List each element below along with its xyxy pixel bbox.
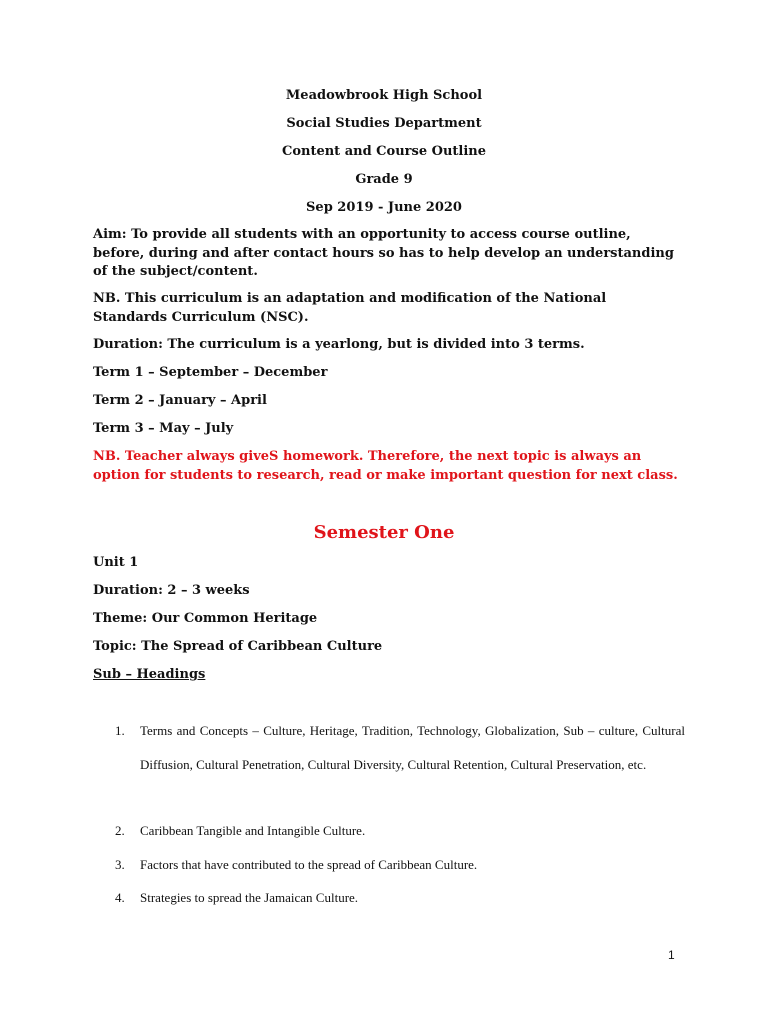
unit-topic: Topic: The Spread of Caribbean Culture [93,639,383,654]
term-1: Term 1 – September – December [93,365,328,380]
term-3: Term 3 – May – July [93,421,234,436]
unit-duration: Duration: 2 – 3 weeks [93,583,250,598]
term-2: Term 2 – January – April [93,393,267,408]
semester-title: Semester One [313,522,455,543]
nb-homework-paragraph: NB. Teacher always giveS homework. Therefore, the next topic is always an option for students to research, read or make important question for next class. [93,449,678,483]
unit-label: Unit 1 [93,555,139,570]
list-number: 3. [115,857,125,872]
document-title: Content and Course Outline [281,144,487,159]
department-name: Social Studies Department [286,116,482,131]
aim-paragraph: Aim: To provide all students with an opportunity to access course outline, before, during and after contact hours so has to help develop an understanding of the subject/content. [93,227,674,279]
list-text: Factors that have contributed to the spread of Caribbean Culture. [140,857,478,872]
list-text: Terms and Concepts – Culture, Heritage, Tradition, Technology, Globalization, Sub – culture, Cultural Diffusion, Cultural Penetration, Cultural Diversity, Cultural Retention, Cultural Preservation, etc. [140,723,685,772]
list-text: Strategies to spread the Jamaican Culture. [140,890,359,905]
list-text: Caribbean Tangible and Intangible Culture. [140,823,366,838]
subheadings-label: Sub – Headings [93,667,206,682]
nb-curriculum-paragraph: NB. This curriculum is an adaptation and modification of the National Standards Curriculum (NSC). [93,291,607,325]
page-number: 1 [668,948,675,962]
school-name: Meadowbrook High School [285,88,483,103]
list-number: 1. [115,723,125,738]
school-year: Sep 2019 - June 2020 [306,200,462,215]
list-number: 2. [115,823,125,838]
list-number: 4. [115,890,125,905]
duration-paragraph: Duration: The curriculum is a yearlong, but is divided into 3 terms. [93,337,585,352]
unit-theme: Theme: Our Common Heritage [93,611,318,626]
grade-label: Grade 9 [355,172,413,187]
